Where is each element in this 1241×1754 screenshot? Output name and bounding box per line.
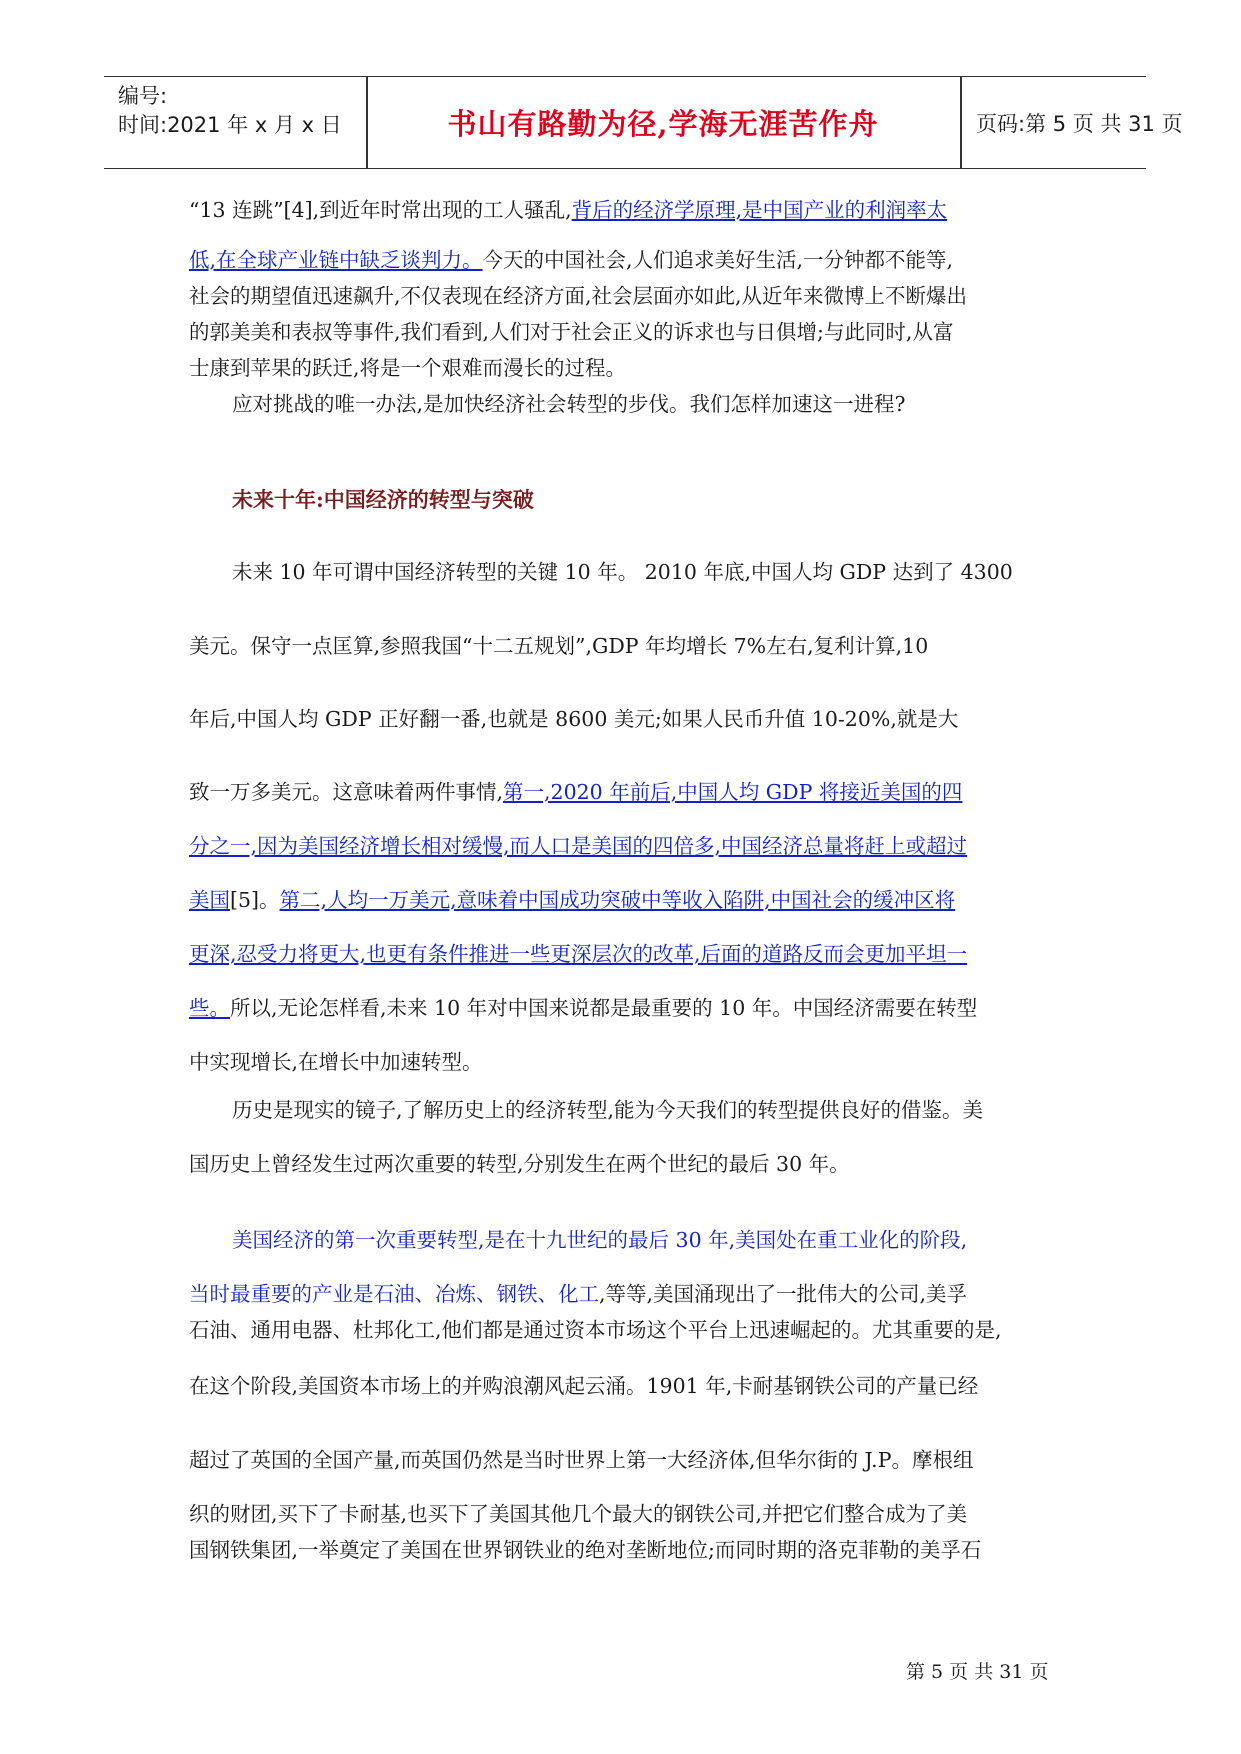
text-line: 的郭美美和表叔等事件,我们看到,人们对于社会正义的诉求也与日俱增;与此同时,从富 <box>189 320 954 344</box>
text-line <box>189 246 1057 274</box>
text-line: 年后,中国人均 GDP 正好翻一番,也就是 8600 美元;如果人民币升值 10-20%,就是大 <box>189 707 959 731</box>
text-run: ,等等,美国涌现出了一批伟大的公司,美孚 <box>599 1282 968 1306</box>
text-line: 在这个阶段,美国资本市场上的并购浪潮风起云涌。1901 年,卡耐基钢铁公司的产量已经 <box>189 1374 979 1398</box>
text-line <box>189 778 1057 806</box>
header-page-number: 页码:第 5 页 共 31 页 <box>976 111 1183 136</box>
section-heading: 未来十年:中国经济的转型与突破 <box>232 487 534 512</box>
text-line: 历史是现实的镜子,了解历史上的经济转型,能为今天我们的转型提供良好的借鉴。美 <box>232 1098 984 1122</box>
text-run: 所以,无论怎样看,未来 10 年对中国来说都是最重要的 10 年。中国经济需要在转型 <box>230 996 978 1020</box>
text-line: 社会的期望值迅速飙升,不仅表现在经济方面,社会层面亦如此,从近年来微博上不断爆出 <box>189 284 968 308</box>
text-line <box>189 940 1057 968</box>
text-line: 未来 10 年可谓中国经济转型的关键 10 年。 2010 年底,中国人均 GDP 达到了 4300 <box>232 560 1013 584</box>
text-line: 织的财团,买下了卡耐基,也买下了美国其他几个最大的钢铁公司,并把它们整合成为了美 <box>189 1502 968 1526</box>
header-number: 编号: <box>118 84 168 108</box>
text-line: 中实现增长,在增长中加速转型。 <box>189 1050 483 1074</box>
text-link[interactable]: 分之一,因为美国经济增长相对缓慢,而人口是美国的四倍多,中国经济总量将赶上或超过 <box>189 834 968 858</box>
text-line: 国历史上曾经发生过两次重要的转型,分别发生在两个世纪的最后 30 年。 <box>189 1152 850 1176</box>
text-line: 士康到苹果的跃迁,将是一个艰难而漫长的过程。 <box>189 356 627 380</box>
text-line <box>189 994 1057 1022</box>
text-link[interactable]: 第二,人均一万美元,意味着中国成功突破中等收入陷阱,中国社会的缓冲区将 <box>279 888 956 912</box>
text-run: “13 连跳”[4],到近年时常出现的工人骚乱, <box>189 198 572 222</box>
text-line: 应对挑战的唯一办法,是加快经济社会转型的步伐。我们怎样加速这一进程? <box>232 392 906 416</box>
text-line <box>189 196 1057 224</box>
text-line: 国钢铁集团,一举奠定了美国在世界钢铁业的绝对垄断地位;而同时期的洛克菲勒的美孚石 <box>189 1538 982 1562</box>
text-link[interactable]: 第一,2020 年前后,中国人均 GDP 将接近美国的四 <box>503 780 963 804</box>
text-link[interactable]: 些。 <box>189 996 230 1020</box>
text-line: 超过了英国的全国产量,而英国仍然是当时世界上第一大经济体,但华尔街的 J.P。摩根组 <box>189 1448 974 1472</box>
text-line <box>189 886 1057 914</box>
header-time: 时间:2021 年 x 月 x 日 <box>118 113 342 137</box>
text-link[interactable]: 背后的经济学原理,是中国产业的利润率太 <box>571 198 948 222</box>
text-run: 今天的中国社会,人们追求美好生活,一分钟都不能等, <box>482 248 954 272</box>
text-line: 美元。保守一点匡算,参照我国“十二五规划”,GDP 年均增长 7%左右,复利计算,10 <box>189 634 929 658</box>
text-line: 石油、通用电器、杜邦化工,他们都是通过资本市场这个平台上迅速崛起的。尤其重要的是, <box>189 1318 1002 1342</box>
text-run: 致一万多美元。这意味着两件事情, <box>189 780 504 804</box>
text-line <box>189 832 1057 860</box>
text-link[interactable]: 更深,忍受力将更大,也更有条件推进一些更深层次的改革,后面的道路反而会更加平坦一 <box>189 942 968 966</box>
text-line <box>189 1280 1057 1308</box>
text-run: [5]。 <box>230 888 280 912</box>
page-footer: 第 5 页 共 31 页 <box>906 1661 1049 1683</box>
text-link[interactable]: 美国 <box>189 888 230 912</box>
text-run: 当时最重要的产业是石油、冶炼、钢铁、化工 <box>189 1282 599 1306</box>
text-link[interactable]: 低,在全球产业链中缺乏谈判力。 <box>189 248 483 272</box>
text-line: 美国经济的第一次重要转型,是在十九世纪的最后 30 年,美国处在重工业化的阶段, <box>232 1228 968 1252</box>
header-motto: 书山有路勤为径,学海无涯苦作舟 <box>447 107 879 141</box>
